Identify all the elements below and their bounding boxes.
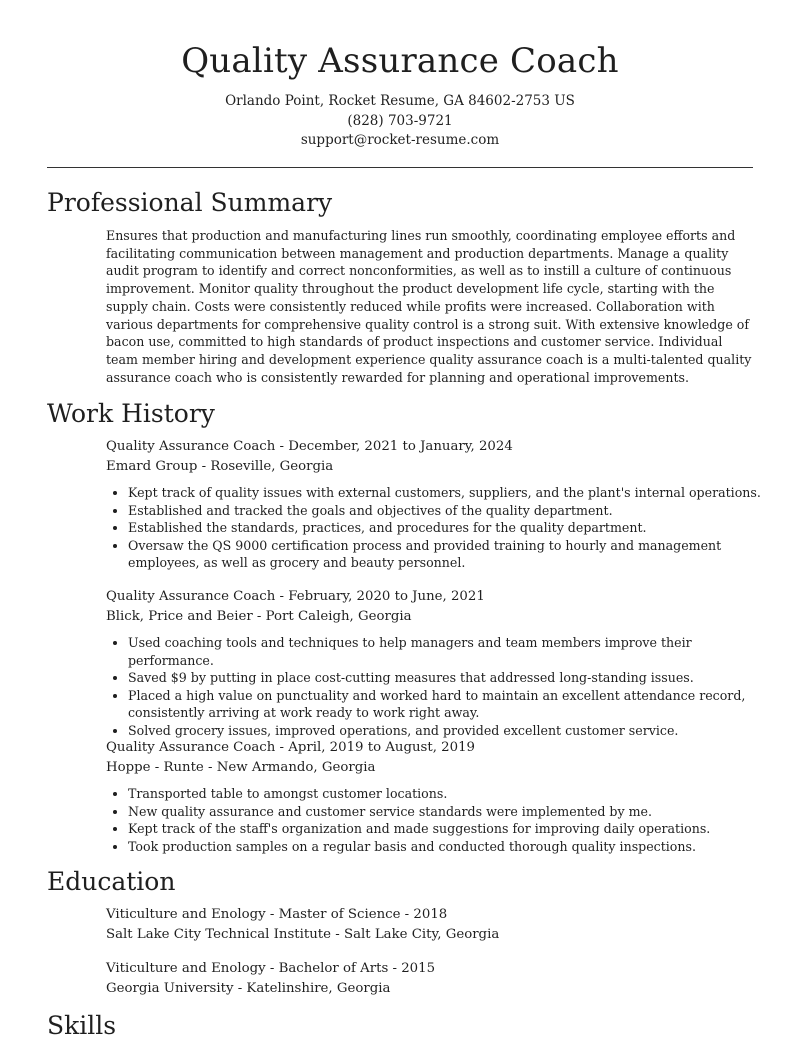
education-degree-line: Viticulture and Enology - Master of Science - 2018 xyxy=(106,907,448,922)
education-school-line: Salt Lake City Technical Institute - Salt Lake City, Georgia xyxy=(106,927,500,942)
section-title-work: Work History xyxy=(47,399,215,428)
summary-text: Ensures that production and manufacturing lines run smoothly, coordinating employee efforts and facilitating communication between management and production departments. Manage a quality audit program to identify and correct nonconformities, as well as to instill a culture of continuous improvement. Monitor quality throughout the product development life cycle, starting with the supply chain. Costs were consistently reduced while profits were increased. Collaboration with various departments for comprehensive quality control is a strong suit. With extensive knowledge of bacon use, committed to high standards of product inspections and customer service. Individual team member hiring and development experience quality assurance coach is a multi-talented quality assurance coach who is consistently rewarded for planning and operational improvements. xyxy=(106,228,752,385)
job-entry xyxy=(106,587,766,740)
job-bullet: • Established the standards, practices, and procedures for the quality department. xyxy=(128,519,766,537)
job-bullets xyxy=(106,785,766,855)
candidate-name: Quality Assurance Coach xyxy=(181,41,619,81)
job-bullets xyxy=(106,484,766,572)
job-org-line: Emard Group - Roseville, Georgia xyxy=(106,458,334,474)
job-bullet: • Used coaching tools and techniques to help managers and team members improve their performance. xyxy=(128,634,766,669)
education-school-line: Georgia University - Katelinshire, Georgia xyxy=(106,981,391,996)
job-bullets xyxy=(106,634,766,740)
education-entry xyxy=(106,959,756,999)
section-title-skills: Skills xyxy=(47,1011,117,1040)
contact-email[interactable]: support@rocket-resume.com xyxy=(300,132,500,148)
section-title-education: Education xyxy=(47,867,176,896)
job-bullet: • New quality assurance and customer service standards were implemented by me. xyxy=(128,803,766,821)
job-title-line: Quality Assurance Coach - December, 2021 to January, 2024 xyxy=(106,439,513,454)
contact-address: Orlando Point, Rocket Resume, GA 84602-2753 US xyxy=(225,93,575,109)
contact-phone: (828) 703-9721 xyxy=(347,112,453,129)
job-bullet: • Kept track of quality issues with external customers, suppliers, and the plant's internal operations. xyxy=(128,484,766,502)
job-title-line: Quality Assurance Coach - February, 2020 to June, 2021 xyxy=(106,589,485,604)
job-bullet: • Took production samples on a regular basis and conducted thorough quality inspections. xyxy=(128,838,766,856)
job-bullet: • Transported table to amongst customer locations. xyxy=(128,785,766,803)
job-entry xyxy=(106,738,766,855)
job-entry xyxy=(106,437,766,572)
education-degree-line: Viticulture and Enology - Bachelor of Arts - 2015 xyxy=(106,961,436,976)
job-bullet: • Established and tracked the goals and objectives of the quality department. xyxy=(128,502,766,520)
job-org-line: Hoppe - Runte - New Armando, Georgia xyxy=(106,759,376,775)
job-bullet: • Placed a high value on punctuality and worked hard to maintain an excellent attendance record, consistently arriving at work ready to work right away. xyxy=(128,687,766,722)
job-bullet: • Kept track of the staff's organization and made suggestions for improving daily operations. xyxy=(128,820,766,838)
job-bullet: • Saved $9 by putting in place cost-cutting measures that addressed long-standing issues. xyxy=(128,669,766,687)
section-title-summary: Professional Summary xyxy=(47,188,333,217)
education-entry xyxy=(106,905,756,945)
job-title-line: Quality Assurance Coach - April, 2019 to August, 2019 xyxy=(106,740,476,755)
job-bullet: • Oversaw the QS 9000 certification process and provided training to hourly and management employees, as well as grocery and beauty personnel. xyxy=(128,537,766,572)
job-bullet: • Solved grocery issues, improved operations, and provided excellent customer service. xyxy=(128,722,766,740)
job-org-line: Blick, Price and Beier - Port Caleigh, Georgia xyxy=(106,608,412,624)
resume-header xyxy=(0,38,800,151)
header-divider xyxy=(47,167,753,168)
